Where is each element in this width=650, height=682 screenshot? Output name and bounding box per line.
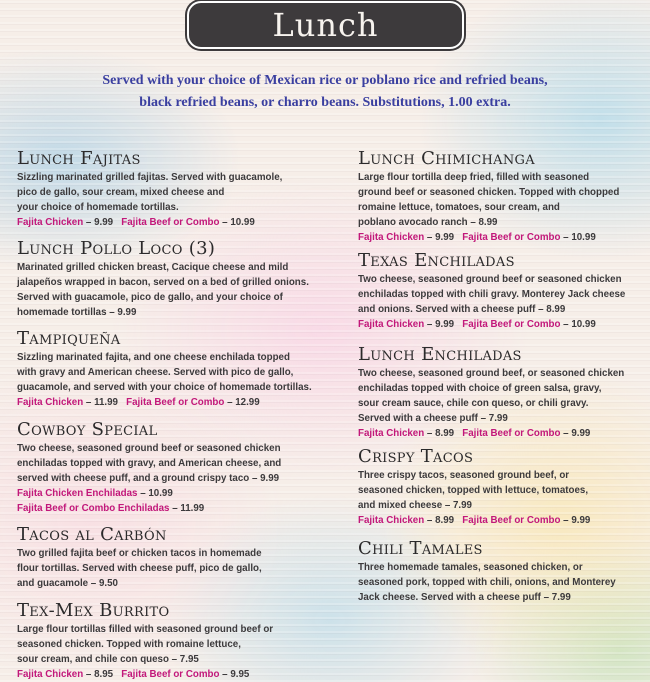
item-description: Three homemade tamales, seasoned chicken, or seasoned pork, topped with chili, onions, and Monterey Jack cheese. Served with a cheese puff – 7.99 <box>358 561 616 603</box>
item-prices: Fajita Chicken Enchiladas – 10.99 Fajita Beef or Combo Enchiladas – 11.99 <box>17 487 205 514</box>
item-name: Crispy Tacos <box>358 446 474 467</box>
item-description: Two grilled fajita beef or chicken tacos in homemade flour tortillas. Served with cheese puff, pico de gallo, and guacamole – 9.50 <box>17 547 262 589</box>
item-prices: Fajita Chicken – 9.99 Fajita Beef or Combo – 10.99 <box>17 216 255 228</box>
item-prices: Fajita Chicken – 9.99 Fajita Beef or Combo – 10.99 <box>358 231 596 243</box>
menu-item-cowboy-special <box>17 419 327 516</box>
menu-item-texas-enchiladas <box>358 250 650 332</box>
menu-subtitle <box>0 70 650 114</box>
item-description: Three crispy tacos, seasoned ground beef, or seasoned chicken, topped with lettuce, tomatoes, and mixed cheese – 7.99 <box>358 469 589 511</box>
item-name: Tacos al Carbón <box>17 524 167 545</box>
menu-item-tacos-al-carbon <box>17 524 327 591</box>
item-prices: Fajita Chicken – 8.99 Fajita Beef or Combo – 9.99 <box>358 514 591 526</box>
item-name: Lunch Pollo Loco (3) <box>17 238 216 259</box>
item-description: Two cheese, seasoned ground beef or seasoned chicken enchiladas topped with gravy, and American cheese, and served with cheese puff, and a ground crispy taco – 9.99 <box>17 442 282 484</box>
item-name: Tex-Mex Burrito <box>17 600 170 621</box>
menu-item-lunch-enchiladas <box>358 344 650 441</box>
item-name: Lunch Fajitas <box>17 148 141 169</box>
menu-item-lunch-chimichanga <box>358 148 650 245</box>
menu-item-tex-mex-burrito <box>17 600 327 682</box>
item-prices: Fajita Chicken – 8.99 Fajita Beef or Combo – 9.99 <box>358 427 591 439</box>
item-name: Tampiqueña <box>17 328 121 349</box>
item-prices: Fajita Chicken – 9.99 Fajita Beef or Combo – 10.99 <box>358 318 596 330</box>
menu-item-chili-tamales <box>358 538 650 605</box>
item-prices: Fajita Chicken – 8.95 Fajita Beef or Combo – 9.95 <box>17 668 250 680</box>
item-description: Sizzling marinated grilled fajitas. Served with guacamole, pico de gallo, sour cream, mixed cheese and your choice of homemade tortillas. <box>17 171 283 213</box>
item-description: Two cheese, seasoned ground beef, or seasoned chicken enchiladas topped with choice of green salsa, gravy, sour cream sauce, chile con queso, or chili gravy. Served with a cheese puff – 7.99 <box>358 367 625 424</box>
item-description: Large flour tortillas filled with seasoned ground beef or seasoned chicken. Topped with romaine lettuce, sour cream, and chile con queso – 7.95 <box>17 623 274 665</box>
title-plate <box>187 1 464 49</box>
menu-item-lunch-pollo-loco <box>17 238 327 320</box>
item-prices: Fajita Chicken – 11.99 Fajita Beef or Combo – 12.99 <box>17 396 260 408</box>
item-description: Marinated grilled chicken breast, Cacique cheese and mild jalapeños wrapped in bacon, served on a bed of grilled onions. Served with guacamole, pico de gallo, and your choice of homemade tortillas – 9.99 <box>17 261 309 318</box>
menu-item-tampiquena <box>17 328 327 410</box>
item-name: Texas Enchiladas <box>358 250 515 271</box>
menu-item-lunch-fajitas <box>17 148 327 230</box>
subtitle-line-2: black refried beans, or charro beans. Substitutions, 1.00 extra. <box>139 95 511 110</box>
item-name: Chili Tamales <box>358 538 483 559</box>
item-description: Sizzling marinated fajita, and one cheese enchilada topped with gravy and American cheese. Served with pico de gallo, guacamole, and served with your choice of homemade tortillas. <box>17 351 312 393</box>
item-name: Cowboy Special <box>17 419 158 440</box>
item-description: Two cheese, seasoned ground beef or seasoned chicken enchiladas topped with chili gravy. Monterey Jack cheese and onions. Served with a cheese puff – 8.99 <box>358 273 626 315</box>
subtitle-line-1: Served with your choice of Mexican rice or poblano rice and refried beans, <box>102 73 548 88</box>
menu-item-crispy-tacos <box>358 446 650 528</box>
item-name: Lunch Chimichanga <box>358 148 535 169</box>
item-description: Large flour tortilla deep fried, filled with seasoned ground beef or seasoned chicken. Topped with chopped romaine lettuce, tomatoes, sour cream, and poblano avocado ranch – 8.99 <box>358 171 620 228</box>
item-name: Lunch Enchiladas <box>358 344 522 365</box>
page-title: Lunch <box>272 6 379 44</box>
